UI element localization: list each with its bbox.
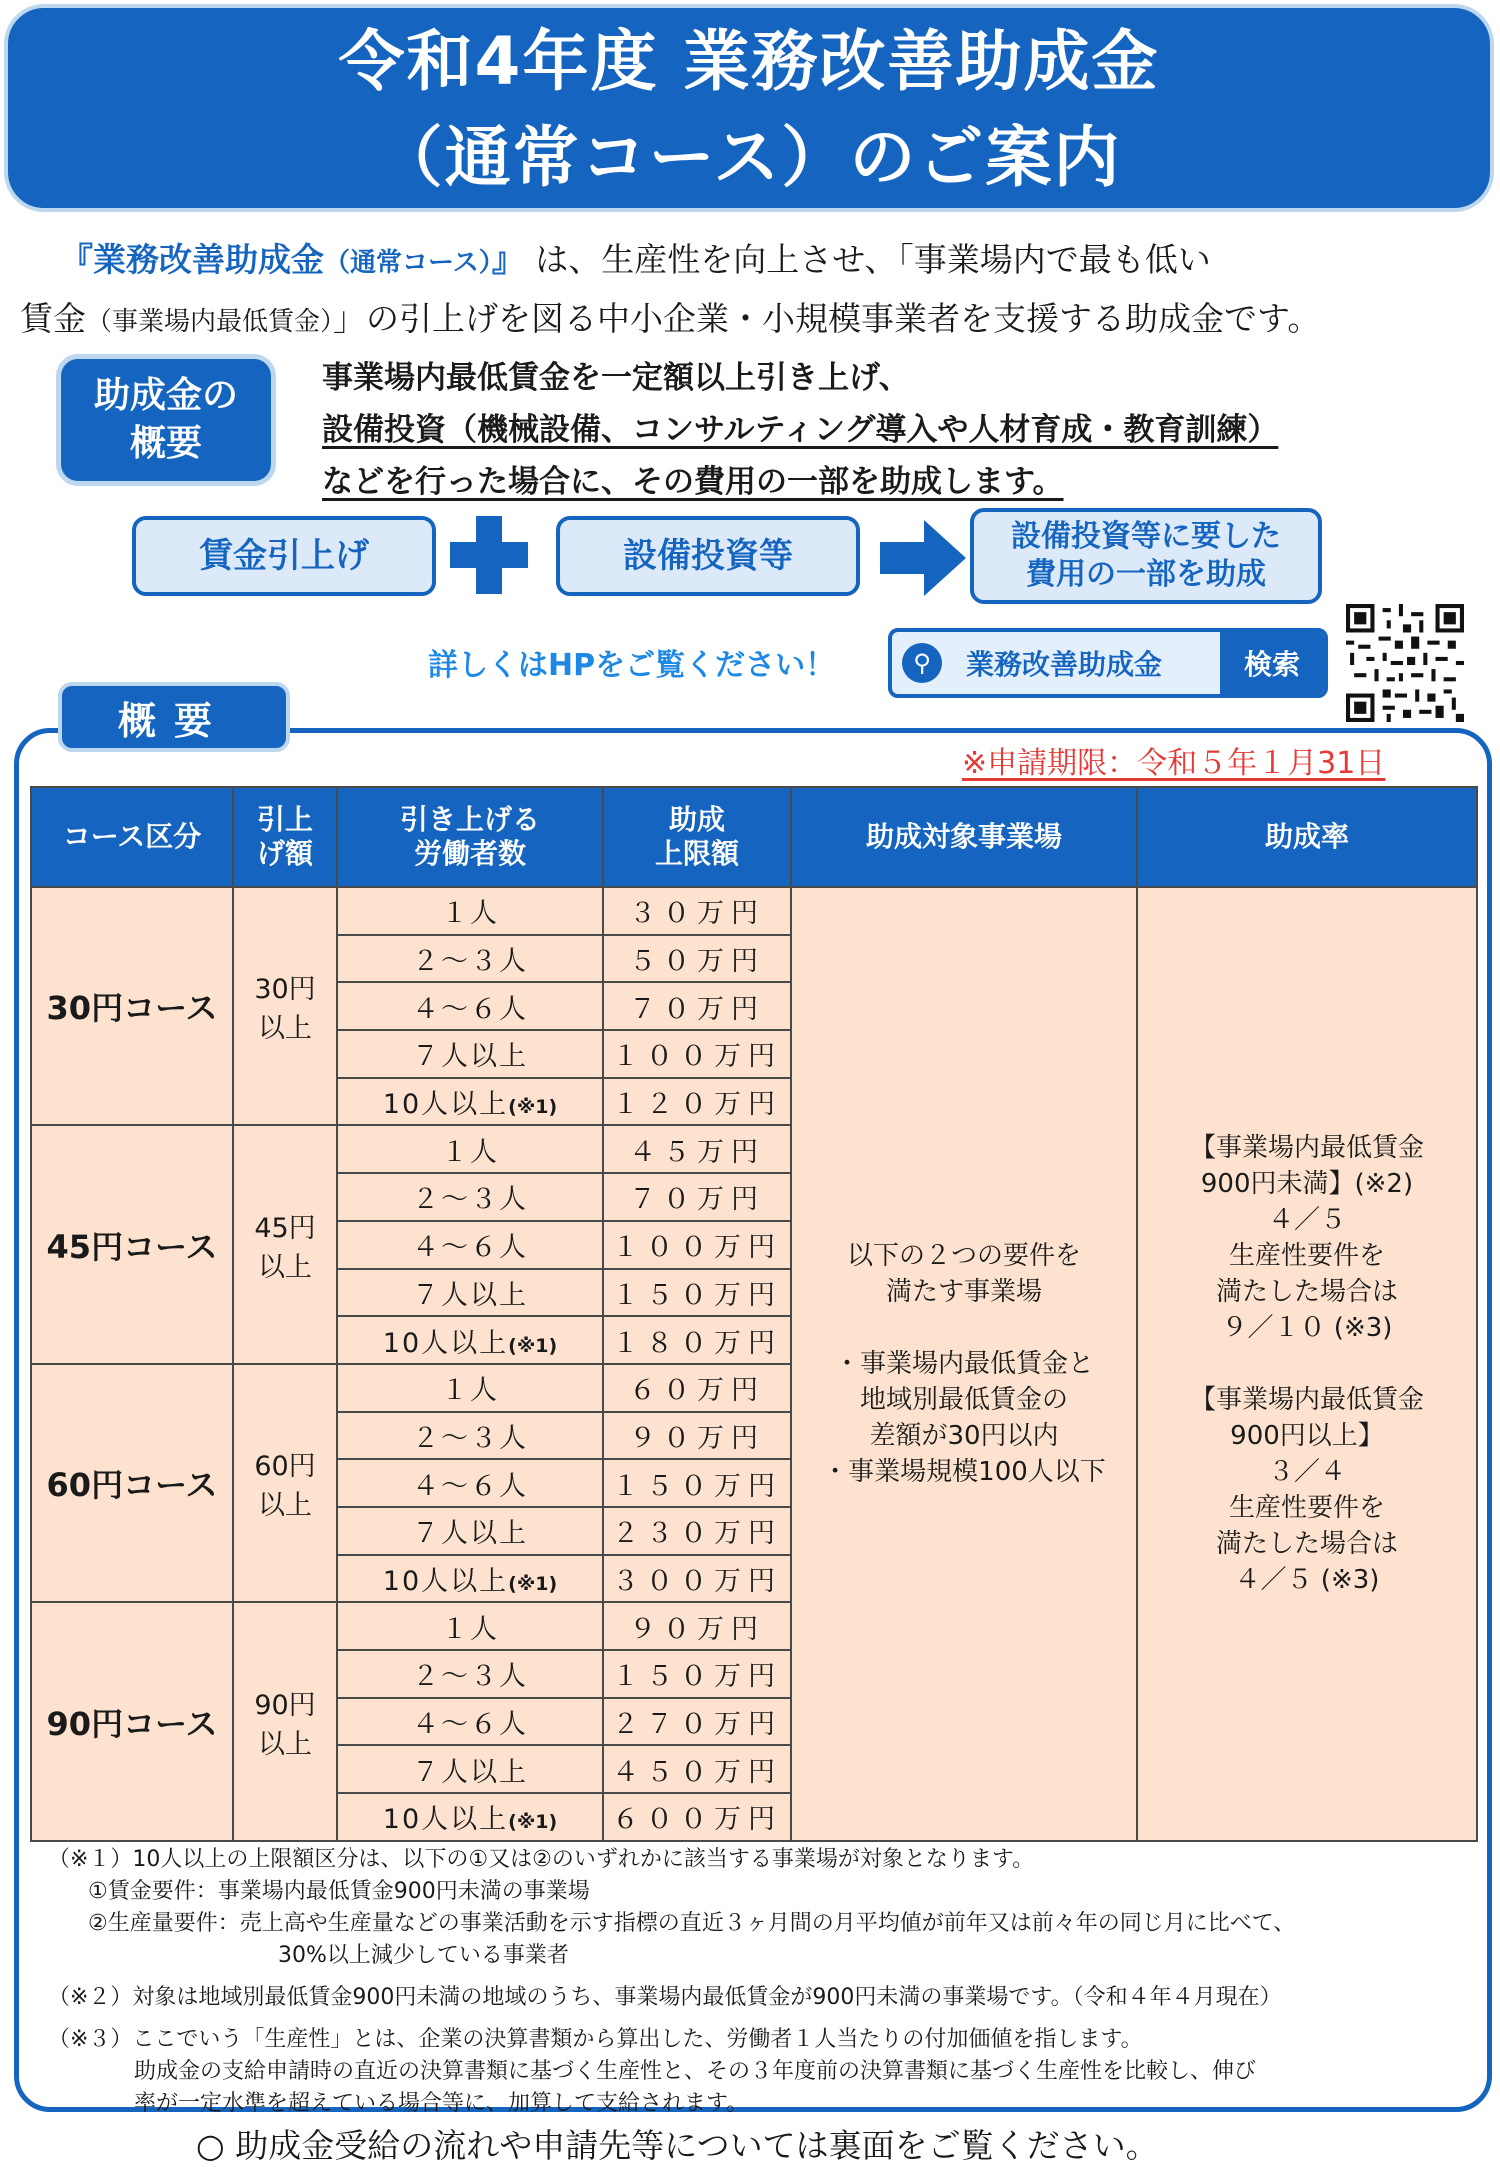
overview-line1: 事業場内最低賃金を一定額以上引き上げ、: [322, 360, 910, 396]
arrow-right-icon: [880, 520, 966, 596]
amount-cell: ３０万円: [603, 887, 791, 935]
course-raise: 30円 以上: [233, 887, 337, 1125]
amount-cell: １５０万円: [603, 1269, 791, 1317]
intro-name-close: 』: [491, 240, 525, 279]
header-workers: 引き上げる 労働者数: [337, 787, 603, 887]
amount-cell: ７０万円: [603, 1173, 791, 1221]
note-1: （※１）10人以上の上限額区分は、以下の①又は②のいずれかに該当する事業場が対象となります。: [48, 1847, 1035, 1872]
amount-cell: ６０万円: [603, 1364, 791, 1412]
title-banner: [4, 4, 1494, 212]
workers-cell: １人: [337, 887, 603, 935]
title-line2: （通常コース）のご案内: [376, 119, 1122, 196]
deadline: ※申請期限：令和５年１月31日: [962, 746, 1386, 781]
course-raise: 45円 以上: [233, 1125, 337, 1363]
amount-cell: ４５０万円: [603, 1745, 791, 1793]
header-rate: 助成率: [1137, 787, 1477, 887]
footer-text: ○ 助成金受給の流れや申請先等については裏面をご覧ください。: [196, 2126, 1159, 2165]
workers-cell: ２～３人: [337, 1650, 603, 1698]
amount-cell: １８０万円: [603, 1316, 791, 1364]
workers-cell: １人: [337, 1602, 603, 1650]
amount-cell: ５０万円: [603, 935, 791, 983]
course-raise: 60円 以上: [233, 1364, 337, 1602]
course-name: 30円コース: [31, 887, 233, 1125]
header-target: 助成対象事業場: [791, 787, 1137, 887]
footnotes: [48, 1844, 1468, 2120]
note-marker: (※1): [508, 1811, 558, 1834]
workers-cell: ４～６人: [337, 1698, 603, 1746]
workers-cell: ４～６人: [337, 1221, 603, 1269]
workers-cell: １人: [337, 1364, 603, 1412]
workers-cell: 10人以上(※1): [337, 1793, 603, 1841]
search-box[interactable]: [888, 628, 1328, 698]
course-name: 45円コース: [31, 1125, 233, 1363]
course-name: 90円コース: [31, 1602, 233, 1840]
note-3a: 助成金の支給申請時の直近の決算書類に基づく生産性と、その３年度前の決算書類に基づく生産性を比較し、伸び: [134, 2059, 1257, 2084]
overview-text: [322, 352, 1278, 508]
amount-cell: ９０万円: [603, 1602, 791, 1650]
amount-cell: １００万円: [603, 1030, 791, 1078]
amount-cell: ７０万円: [603, 982, 791, 1030]
note-2: （※２）対象は地域別最低賃金900円未満の地域のうち、事業場内最低賃金が900円未満の事業場です。（令和４年４月現在）: [48, 1985, 1282, 2010]
intro-text1: は、生産性を向上させ、「事業場内で最も低い: [535, 240, 1211, 279]
table-row: [31, 887, 1477, 935]
note-1a: ①賃金要件：事業場内最低賃金900円未満の事業場: [88, 1879, 590, 1904]
course-raise: 90円 以上: [233, 1602, 337, 1840]
workers-cell: ７人以上: [337, 1745, 603, 1793]
workers-cell: ７人以上: [337, 1507, 603, 1555]
workers-cell: 10人以上(※1): [337, 1078, 603, 1126]
intro-text2b: 」の引上げを図る中小企業・小規模事業者を支援する助成金です。: [333, 299, 1321, 338]
requirements-cell: 以下の２つの要件を 満たす事業場 ・事業場内最低賃金と 地域別最低賃金の 差額が30円以内 ・事業場規模100人以下: [791, 887, 1137, 1841]
workers-cell: ７人以上: [337, 1030, 603, 1078]
amount-cell: １００万円: [603, 1221, 791, 1269]
note-3: （※３）ここでいう「生産性」とは、企業の決算書類から算出した、労働者１人当たりの付加価値を指します。: [48, 2027, 1143, 2052]
workers-cell: ４～６人: [337, 982, 603, 1030]
flow-step-investment: 設備投資等: [556, 516, 860, 596]
amount-cell: ２７０万円: [603, 1698, 791, 1746]
workers-cell: ７人以上: [337, 1269, 603, 1317]
intro-text2-small: （事業場内最低賃金）: [86, 307, 334, 337]
amount-cell: １５０万円: [603, 1650, 791, 1698]
rate-cell: 【事業場内最低賃金 900円未満】(※2) ４／５ 生産性要件を 満たした場合は ９／１０ (※3) 【事業場内最低賃金 900円以上】 ３／４ 生産性要件を 満たした場合は ４／５ (※3): [1137, 887, 1477, 1841]
header-limit: 助成 上限額: [603, 787, 791, 887]
note-1b: ②生産量要件：売上高や生産量などの事業活動を示す指標の直近３ヶ月間の月平均値が前年又は前々年の同じ月に比べて、: [88, 1911, 1296, 1936]
note-marker: (※1): [508, 1572, 558, 1595]
workers-cell: 10人以上(※1): [337, 1316, 603, 1364]
overview-badge: 助成金の 概要: [56, 354, 276, 486]
table-header-row: [31, 787, 1477, 887]
header-raise: 引上 げ額: [233, 787, 337, 887]
amount-cell: ４５万円: [603, 1125, 791, 1173]
note-marker: (※1): [508, 1096, 558, 1119]
workers-cell: ２～３人: [337, 1412, 603, 1460]
note-3b: 率が一定水準を超えている場合等に、加算して支給されます。: [134, 2091, 749, 2116]
intro-name: 『業務改善助成金: [60, 240, 324, 279]
subsidy-table: [30, 786, 1478, 1842]
title-line1: 令和4年度 業務改善助成金: [338, 23, 1160, 100]
header-course: コース区分: [31, 787, 233, 887]
note-1c: 30%以上減少している事業者: [278, 1943, 569, 1968]
flow-step-subsidy: 設備投資等に要した 費用の一部を助成: [970, 508, 1322, 604]
amount-cell: ６００万円: [603, 1793, 791, 1841]
note-marker: (※1): [508, 1334, 558, 1357]
workers-cell: ２～３人: [337, 935, 603, 983]
section-tab: 概要: [58, 682, 290, 752]
overview-line3: などを行った場合に、その費用の一部を助成します。: [322, 464, 1064, 500]
qr-code-icon[interactable]: [1346, 604, 1464, 722]
plus-icon-bar: [450, 542, 528, 568]
search-icon: ⚲: [892, 632, 952, 694]
workers-cell: ２～３人: [337, 1173, 603, 1221]
hp-prompt: 詳しくはHPをご覧ください！: [428, 648, 836, 683]
amount-cell: ３００万円: [603, 1555, 791, 1603]
intro-name-small: （通常コース）: [324, 248, 492, 278]
intro-text: [20, 232, 1490, 350]
overview-line2: 設備投資（機械設備、コンサルティング導入や人材育成・教育訓練）: [322, 412, 1279, 448]
workers-cell: 10人以上(※1): [337, 1555, 603, 1603]
workers-cell: １人: [337, 1125, 603, 1173]
course-name: 60円コース: [31, 1364, 233, 1602]
search-keyword[interactable]: 業務改善助成金: [966, 648, 1163, 681]
workers-cell: ４～６人: [337, 1459, 603, 1507]
amount-cell: １２０万円: [603, 1078, 791, 1126]
amount-cell: ２３０万円: [603, 1507, 791, 1555]
flow-step-wage-raise: 賃金引上げ: [132, 516, 436, 596]
intro-text2a: 賃金: [20, 299, 86, 338]
amount-cell: ９０万円: [603, 1412, 791, 1460]
search-button[interactable]: 検索: [1220, 632, 1324, 694]
amount-cell: １５０万円: [603, 1459, 791, 1507]
